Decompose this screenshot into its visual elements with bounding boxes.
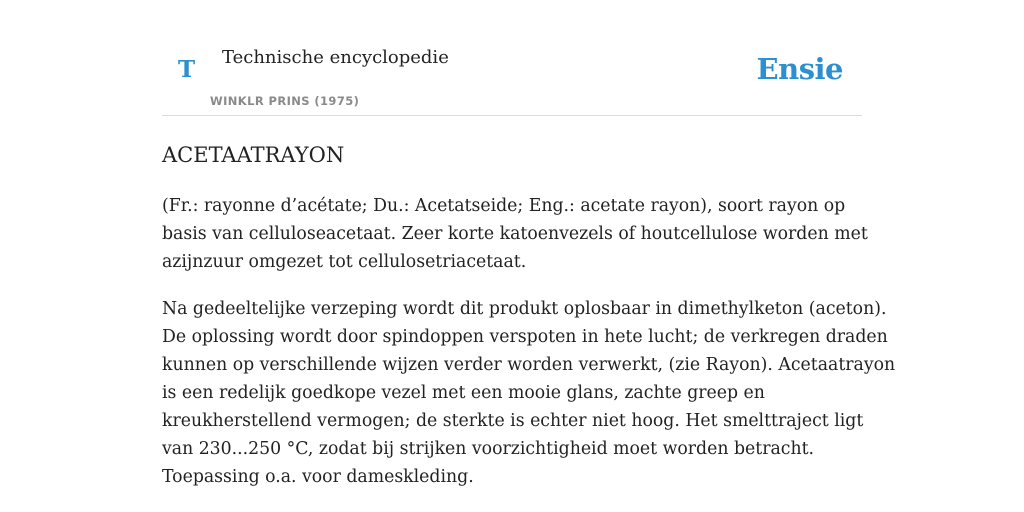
brand-logo[interactable]: Ensie: [756, 52, 843, 86]
paragraph-line: (Fr.: rayonne d’acétate; Du.: Acetatseide; Eng.: acetate rayon), soort rayon op: [162, 196, 846, 216]
paragraph-line: kunnen op verschillende wijzen verder worden verwerkt, (zie Rayon). Acetaatrayon: [162, 355, 896, 375]
entry-title: ACETAATRAYON: [162, 143, 345, 167]
entry-paragraph-1: [162, 192, 868, 276]
paragraph-line: is een redelijk goedkope vezel met een mooie glans, zachte greep en: [162, 383, 765, 403]
source-header: [162, 0, 862, 116]
source-subtitle: WINKLR PRINS (1975): [210, 94, 360, 108]
article-page: [162, 0, 896, 487]
paragraph-line: kreukherstellend vermogen; de sterkte is echter niet hoog. Het smelttraject ligt: [162, 411, 864, 431]
paragraph-line: De oplossing wordt door spindoppen verspoten in hete lucht; de verkregen draden: [162, 327, 888, 347]
paragraph-line: azijnzuur omgezet tot cellulosetriacetaat.: [162, 252, 527, 272]
paragraph-line: basis van celluloseacetaat. Zeer korte katoenvezels of houtcellulose worden met: [162, 224, 868, 244]
paragraph-line: Toepassing o.a. voor dameskleding.: [162, 467, 474, 487]
paragraph-line: Na gedeeltelijke verzeping wordt dit produkt oplosbaar in dimethylketon (aceton).: [162, 299, 887, 319]
source-logo[interactable]: T: [178, 56, 196, 83]
source-title[interactable]: Technische encyclopedie: [222, 47, 449, 68]
entry-paragraph-2: [162, 295, 896, 491]
paragraph-line: van 230...250 °C, zodat bij strijken voorzichtigheid moet worden betracht.: [162, 439, 815, 459]
